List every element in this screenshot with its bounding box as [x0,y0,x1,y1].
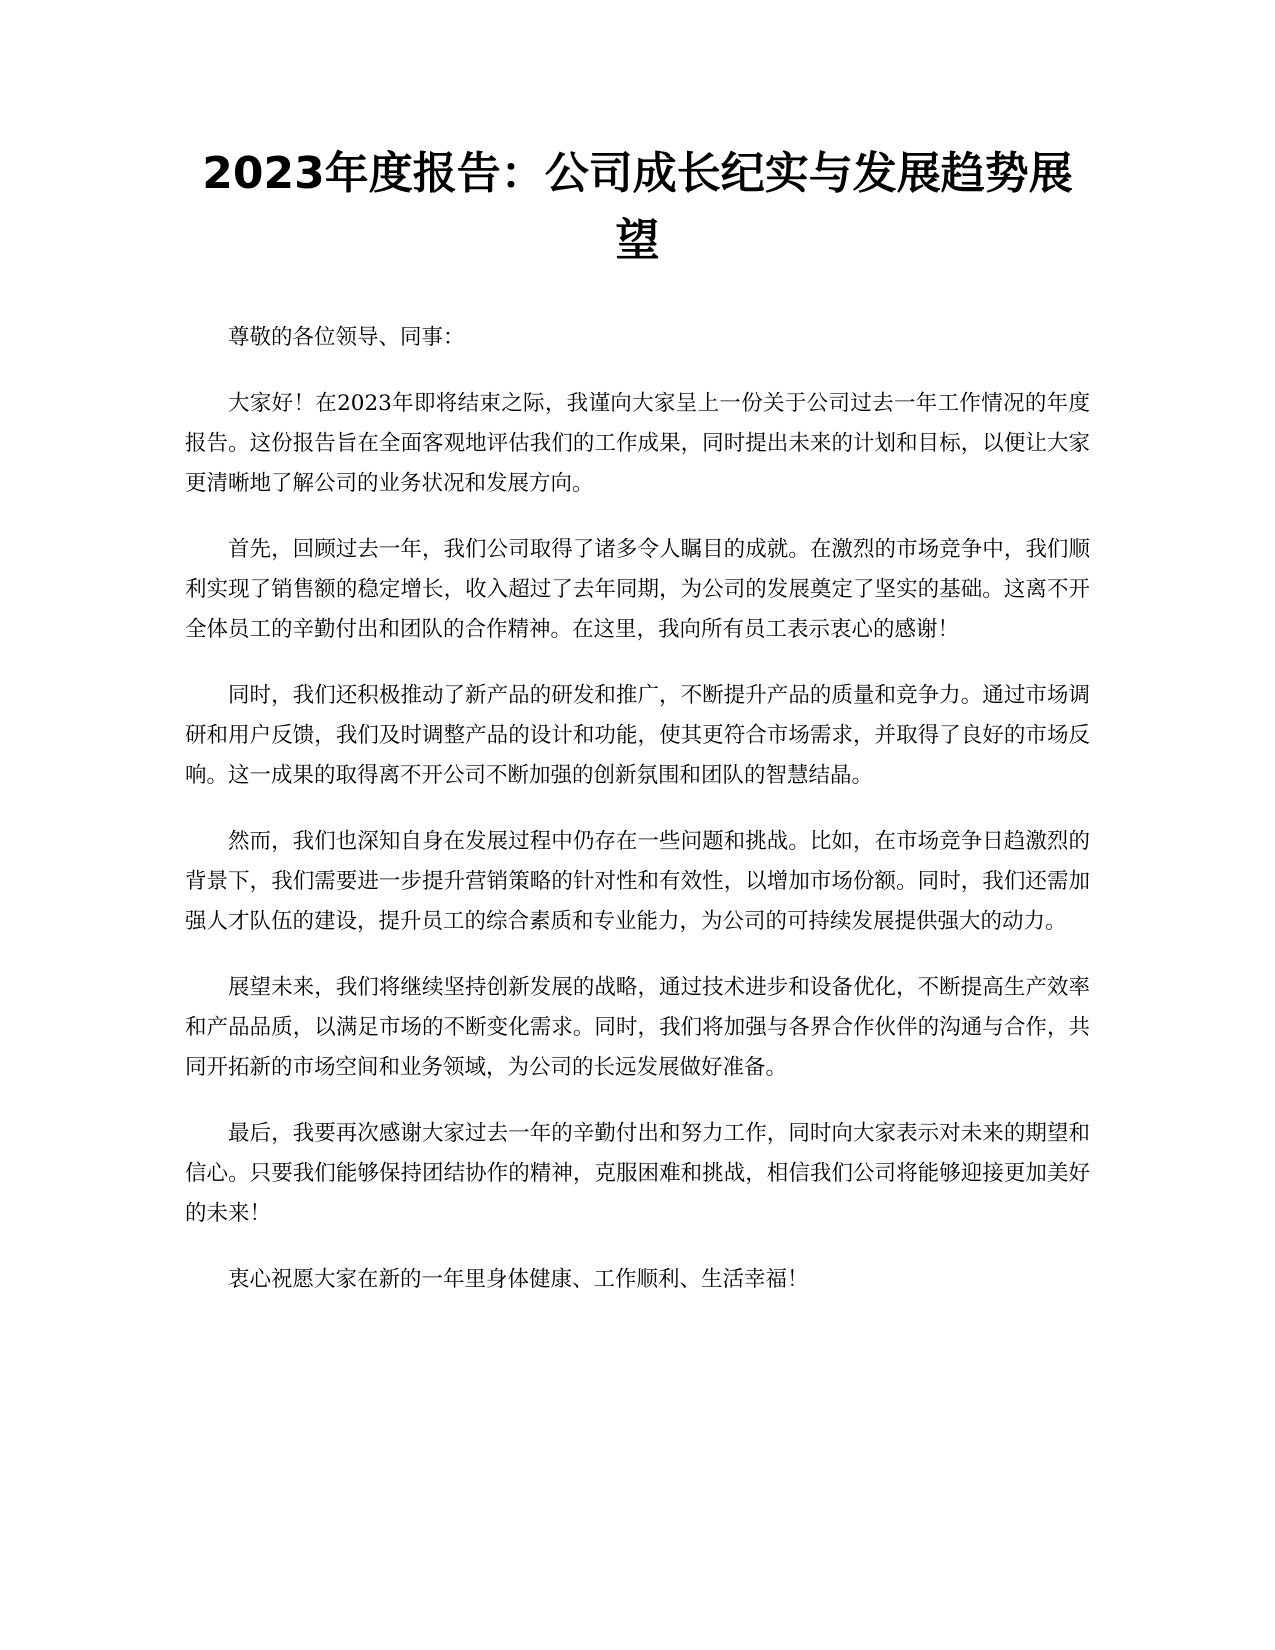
body-paragraph: 最后，我要再次感谢大家过去一年的辛勤付出和努力工作，同时向大家表示对未来的期望和信心。只要我们能够保持团结协作的精神，克服困难和挑战，相信我们公司将能够迎接更加美好的未来！ [185,1121,1090,1226]
body-paragraph: 展望未来，我们将继续坚持创新发展的战略，通过技术进步和设备优化，不断提高生产效率和产品品质，以满足市场的不断变化需求。同时，我们将加强与各界合作伙伴的沟通与合作，共同开拓新的市场空间和业务领域，为公司的长远发展做好准备。 [185,975,1090,1080]
document-title: 2023年度报告：公司成长纪实与发展趋势展望 [202,148,1073,266]
body-paragraph: 大家好！在2023年即将结束之际，我谨向大家呈上一份关于公司过去一年工作情况的年度报告。这份报告旨在全面客观地评估我们的工作成果，同时提出未来的计划和目标，以便让大家更清晰地了解公司的业务状况和发展方向。 [185,391,1090,496]
closing-paragraph: 衷心祝愿大家在新的一年里身体健康、工作顺利、生活幸福！ [228,1267,809,1292]
body-paragraph: 然而，我们也深知自身在发展过程中仍存在一些问题和挑战。比如，在市场竞争日趋激烈的背景下，我们需要进一步提升营销策略的针对性和有效性，以增加市场份额。同时，我们还需加强人才队伍的建设，提升员工的综合素质和专业能力，为公司的可持续发展提供强大的动力。 [185,829,1090,934]
salutation-paragraph: 尊敬的各位领导、同事： [228,325,465,350]
body-paragraph: 同时，我们还积极推动了新产品的研发和推广，不断提升产品的质量和竞争力。通过市场调研和用户反馈，我们及时调整产品的设计和功能，使其更符合市场需求，并取得了良好的市场反响。这一成果的取得离不开公司不断加强的创新氛围和团队的智慧结晶。 [185,683,1090,788]
body-paragraph: 首先，回顾过去一年，我们公司取得了诸多令人瞩目的成就。在激烈的市场竞争中，我们顺利实现了销售额的稳定增长，收入超过了去年同期，为公司的发展奠定了坚实的基础。这离不开全体员工的辛勤付出和团队的合作精神。在这里，我向所有员工表示衷心的感谢！ [185,537,1090,642]
document-body [185,318,1090,1326]
